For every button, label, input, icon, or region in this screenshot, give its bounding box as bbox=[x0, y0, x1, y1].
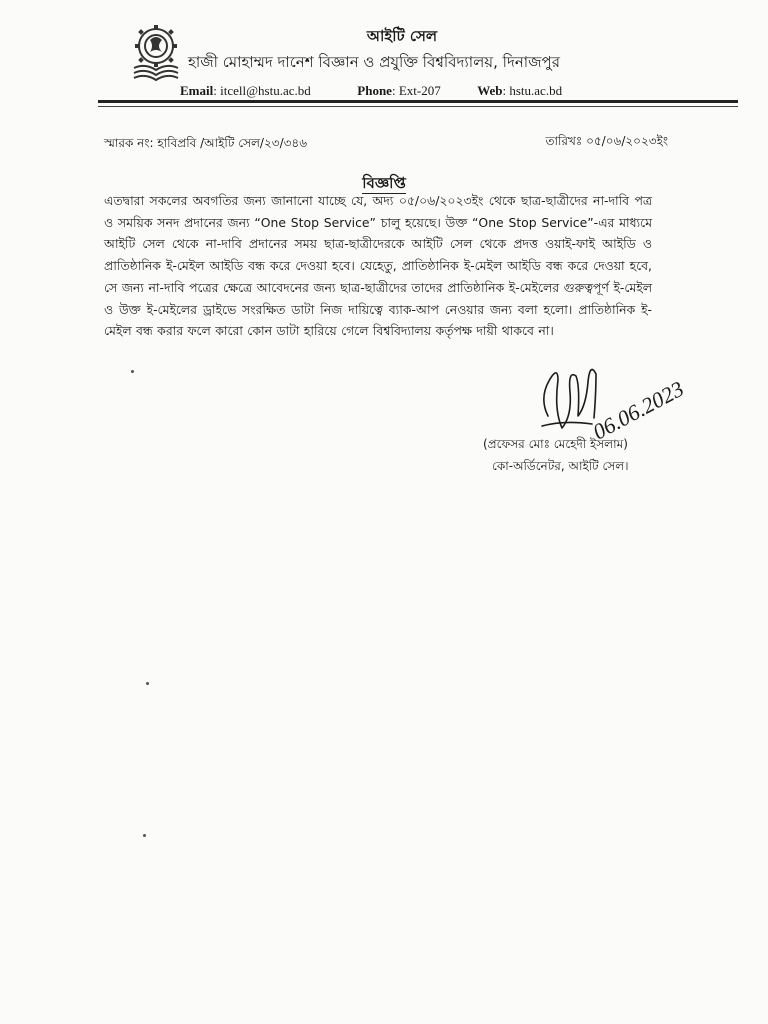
scan-speck bbox=[146, 682, 149, 685]
phone-value: : Ext-207 bbox=[391, 83, 441, 98]
university-name: হাজী মোহাম্মদ দানেশ বিজ্ঞান ও প্রযুক্তি বিশ্ববিদ্যালয়, দিনাজপুর bbox=[188, 53, 560, 71]
signer-title: কো-অর্ডিনেটর, আইটি সেল। bbox=[492, 459, 629, 473]
office-title: আইটি সেল bbox=[366, 27, 438, 45]
web-label: Web bbox=[477, 83, 503, 98]
web-value: : hstu.ac.bd bbox=[502, 83, 563, 98]
contact-line bbox=[180, 83, 562, 99]
scan-speck bbox=[143, 834, 146, 837]
letterhead-divider bbox=[98, 100, 738, 103]
email-value: : itcell@hstu.ac.bd bbox=[213, 83, 311, 98]
email-label: Email bbox=[180, 83, 214, 98]
phone-label: Phone bbox=[357, 83, 392, 98]
signature-date: 06.06.2023 bbox=[588, 375, 688, 445]
scan-speck bbox=[131, 370, 134, 373]
letterhead-divider-thin bbox=[98, 106, 738, 107]
notice-body: এতদ্বারা সকলের অবগতির জন্য জানানো যাচ্ছে যে, অদ্য ০৫/০৬/২০২৩ইং থেকে ছাত্র-ছাত্রীদের না-দাবি পত্র ও সময়িক সনদ প্রদানের জন্য “One Stop Service” চালু হয়েছে। উক্ত “One Stop Service”-এর মাধ্যমে আইটি সেল থেকে না-দাবি প্রদানের সময় ছাত্র-ছাত্রীদেরকে আইটি সেল থেকে প্রদত্ত ওয়াই-ফাই আইডি ও প্রাতিষ্ঠানিক ই-মেইল আইডি বন্ধ করে দেওয়া হবে। যেহেতু, প্রাতিষ্ঠানিক ই-মেইল আইডি বন্ধ করে দেওয়া হবে, সে জন্য না-দাবি পত্রের ক্ষেত্রে আবেদনের জন্য ছাত্র-ছাত্রীদের তাদের প্রাতিষ্ঠানিক ই-মেইলের গুরুত্বপূর্ণ ই-মেইল ও উক্ত ই-মেইলের ড্রাইভে সংরক্ষিত ডাটা নিজ দায়িত্বে ব্যাক-আপ নেওয়ার জন্য বলা হলো। প্রাতিষ্ঠানিক ই-মেইল বন্ধ করার ফলে কারো কোন ডাটা হারিয়ে গেলে বিশ্ববিদ্যালয় কর্তৃপক্ষ দায়ী থাকবে না। bbox=[104, 193, 652, 339]
memo-number: স্মারক নং: হাবিপ্রবি /আইটি সেল/২৩/৩৪৬ bbox=[104, 136, 308, 150]
memo-date: তারিখঃ ০৫/০৬/২০২৩ইং bbox=[545, 134, 668, 148]
notice-heading-text: বিজ্ঞপ্তি bbox=[362, 174, 406, 192]
signer-name: (প্রফেসর মোঃ মেহেদী ইসলাম) bbox=[483, 437, 628, 451]
